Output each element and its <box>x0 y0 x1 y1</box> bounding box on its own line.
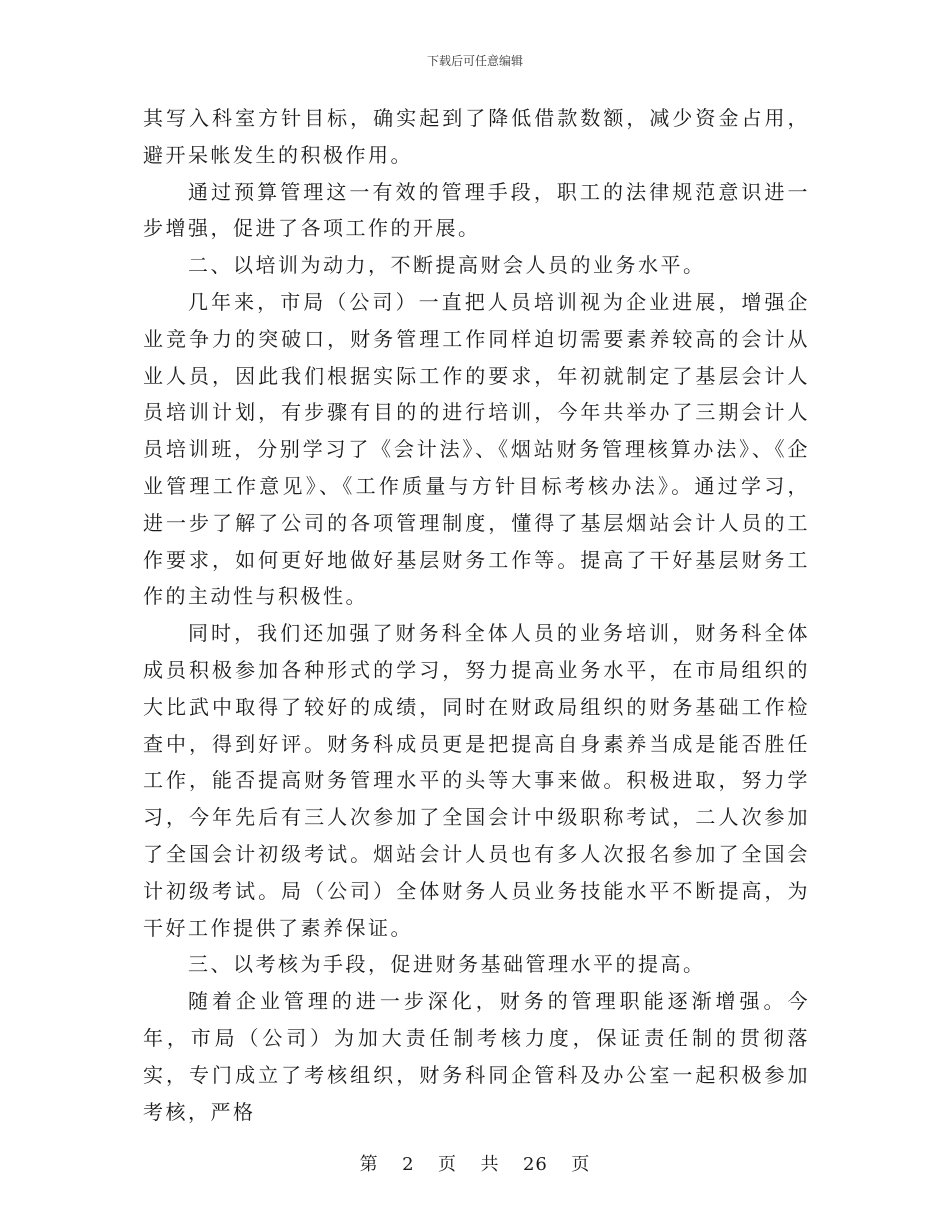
paragraph-4: 同时，我们还加强了财务科全体人员的业务培训，财务科全体成员积极参加各种形式的学习，努力提高业务水平，在市局组织的大比武中取得了较好的成绩，同时在财政局组织的财务基础工作检查中，得到好评。财务科成员更是把提高自身素养当成是能否胜任工作，能否提高财务管理水平的头等大事来做。积极进取，努力学习，今年先后有三人次参加了全国会计中级职称考试，二人次参加了全国会计初级考试。烟站会计人员也有多人次报名参加了全国会计初级考试。局（公司）全体财务人员业务技能水平不断提高，为干好工作提供了素养保证。 <box>143 621 810 940</box>
paragraph-1: 其写入科室方针目标，确实起到了降低借款数额，减少资金占用，避开呆帐发生的积极作用。 <box>143 106 810 167</box>
document-body <box>143 100 810 1130</box>
page-header: 下载后可任意编辑 <box>426 54 523 68</box>
footer-total-pages: 26 <box>522 1154 548 1175</box>
footer-of: 共 <box>480 1154 500 1175</box>
paragraph-5: 随着企业管理的进一步深化，财务的管理职能逐渐增强。今年，市局（公司）为加大责任制考核力度，保证责任制的贯彻落实，专门成立了考核组织，财务科同企管科及办公室一起积极参加考核，严格 <box>143 989 810 1124</box>
section-heading-3: 三、以考核为手段，促进财务基础管理水平的提高。 <box>188 952 706 977</box>
section-heading-2: 二、以培训为动力，不断提高财会人员的业务水平。 <box>188 253 706 278</box>
paragraph-2: 通过预算管理这一有效的管理手段，职工的法律规范意识进一步增强，促进了各项工作的开展。 <box>143 179 810 241</box>
page-footer <box>0 1153 950 1177</box>
footer-page-number: 2 <box>402 1154 415 1175</box>
footer-prefix: 第 <box>359 1154 379 1175</box>
paragraph-3: 几年来，市局（公司）一直把人员培训视为企业进展，增强企业竞争力的突破口，财务管理工作同样迫切需要素养较高的会计从业人员，因此我们根据实际工作的要求，年初就制定了基层会计人员培训计划，有步骤有目的的进行培训，今年共举办了三期会计人员培训班，分别学习了《会计法》、《烟站财务管理核算办法》、《企业管理工作意见》、《工作质量与方针目标考核办法》。通过学习，进一步了解了公司的各项管理制度，懂得了基层烟站会计人员的工作要求，如何更好地做好基层财务工作等。提高了干好基层财务工作的主动性与积极性。 <box>143 289 810 609</box>
footer-suffix: 页 <box>571 1154 591 1175</box>
footer-page-label: 页 <box>438 1154 458 1175</box>
